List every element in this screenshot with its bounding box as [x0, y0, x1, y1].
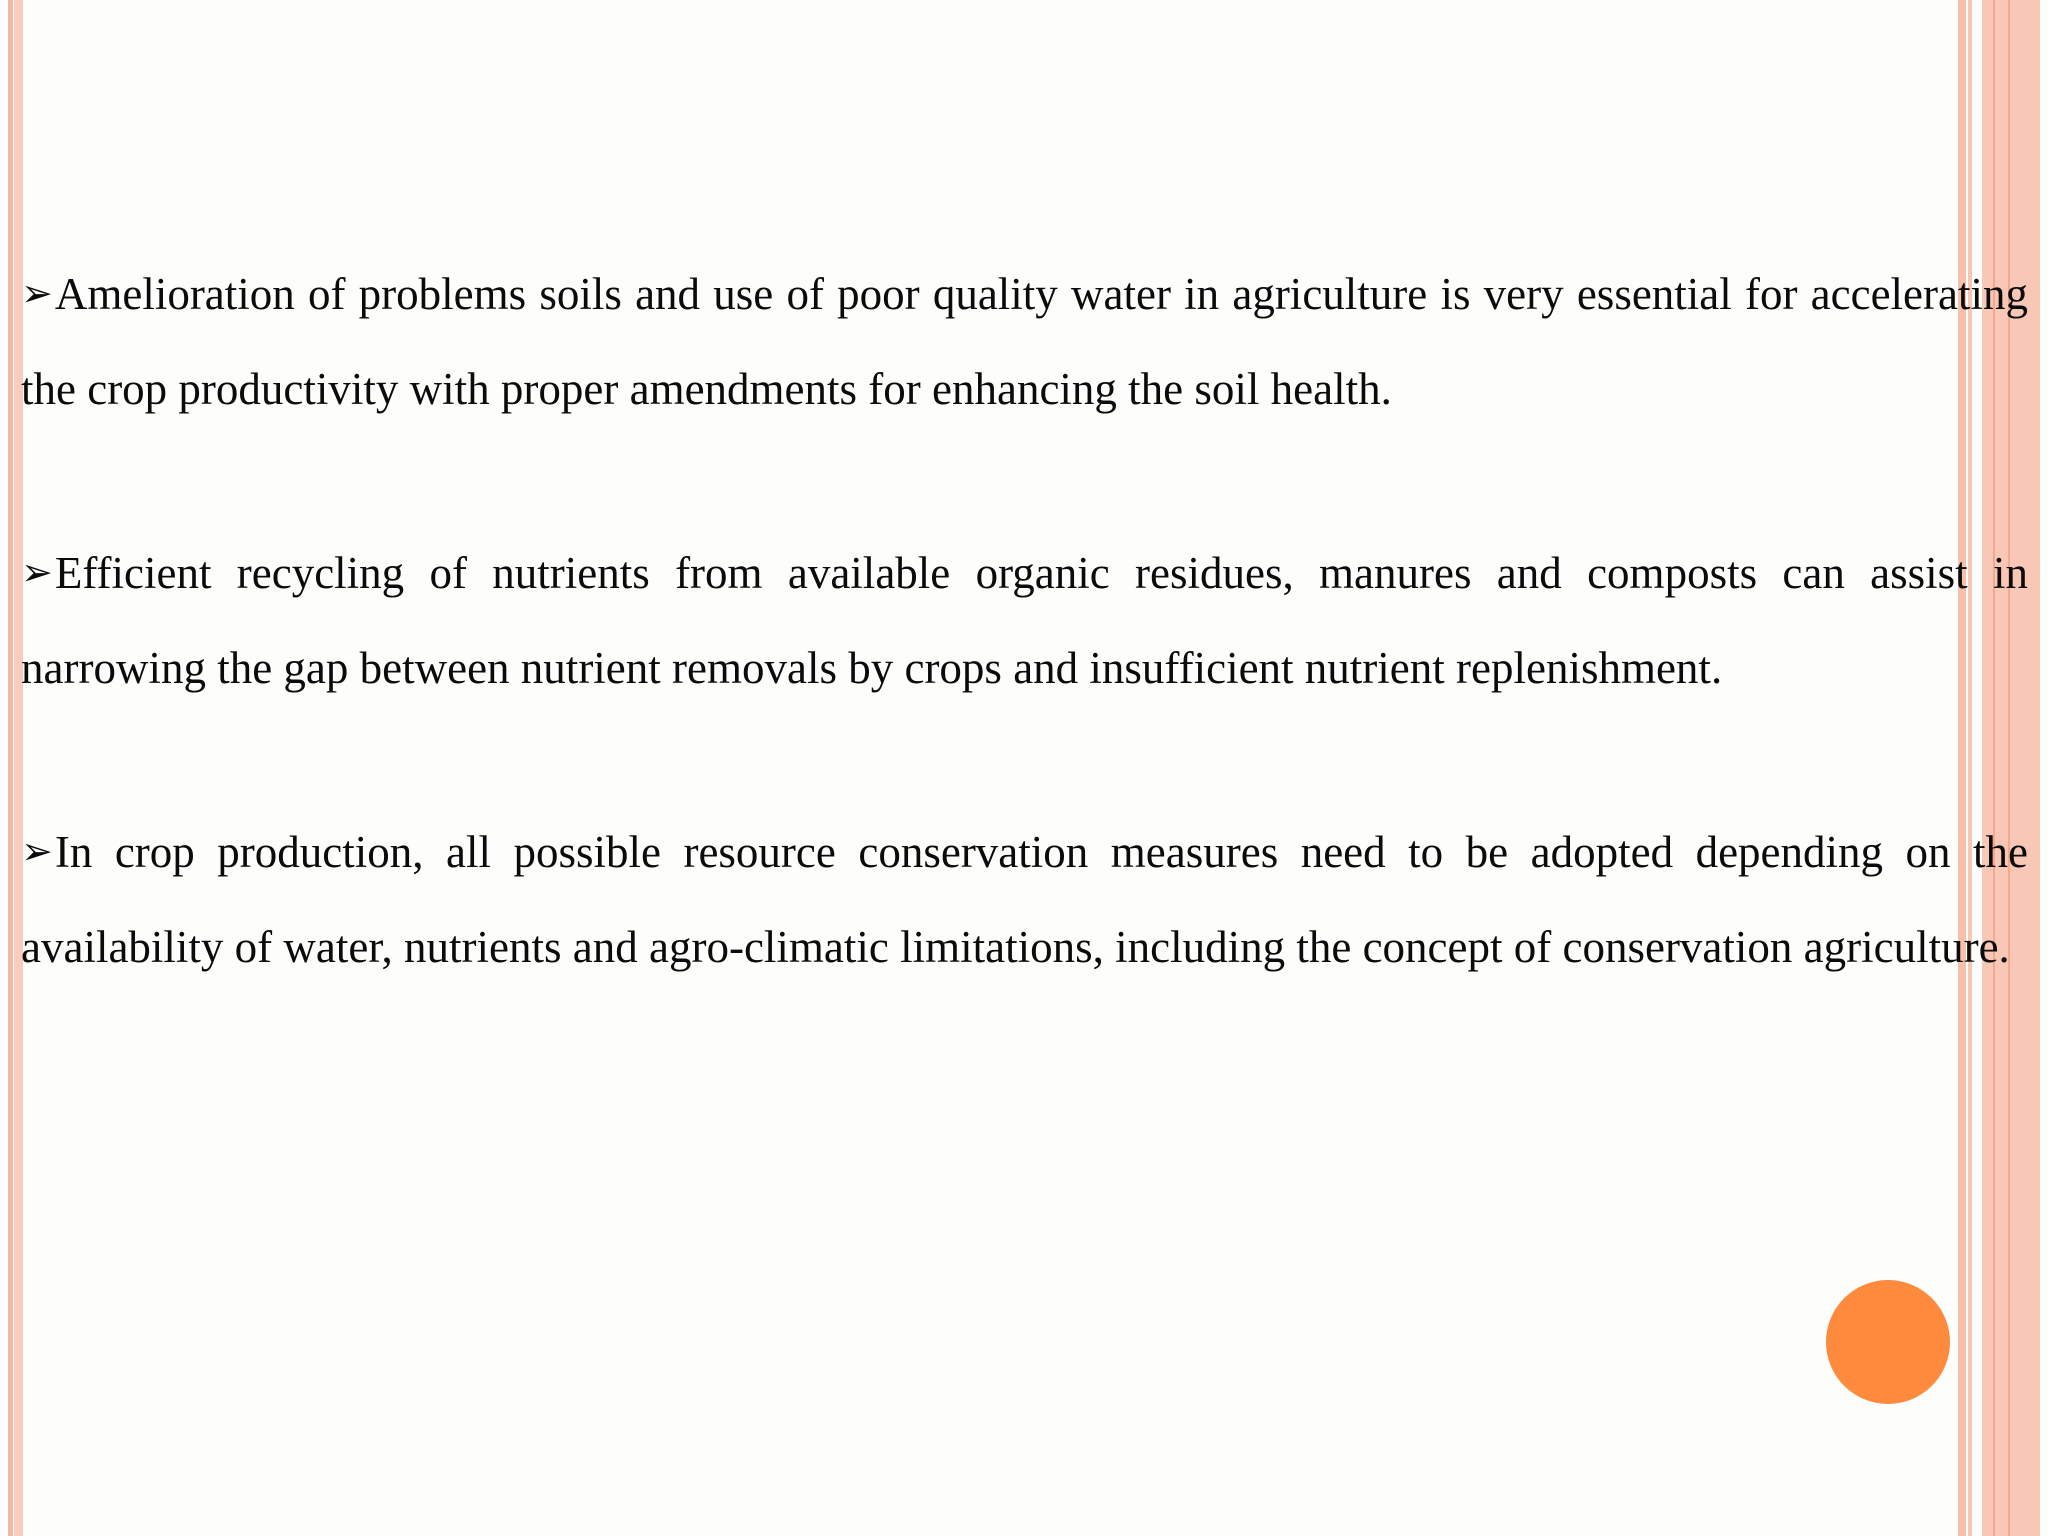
- arrow-bullet-icon: ➢: [21, 552, 53, 594]
- arrow-bullet-icon: ➢: [21, 273, 53, 315]
- arrow-bullet-icon: ➢: [21, 831, 53, 873]
- bullet-text: Amelioration of problems soils and use of poor quality water in agriculture is very essential for accelerating the crop productivity with proper amendments for enhancing the soil health.: [21, 269, 2028, 414]
- bullet-item: [21, 527, 2028, 714]
- bullet-text: In crop production, all possible resource conservation measures need to be adopted depending on the availability of water, nutrients and agro-climatic limitations, including the concept of conservation agriculture.: [21, 827, 2028, 972]
- decorative-circle: [1826, 1280, 1950, 1404]
- slide-body: [21, 248, 2028, 993]
- left-border-stripe: [8, 0, 13, 1536]
- bullet-item: [21, 248, 2028, 435]
- bullet-text: Efficient recycling of nutrients from available organic residues, manures and composts can assist in narrowing the gap between nutrient removals by crops and insufficient nutrient replenishment.: [21, 548, 2028, 693]
- bullet-item: [21, 806, 2028, 993]
